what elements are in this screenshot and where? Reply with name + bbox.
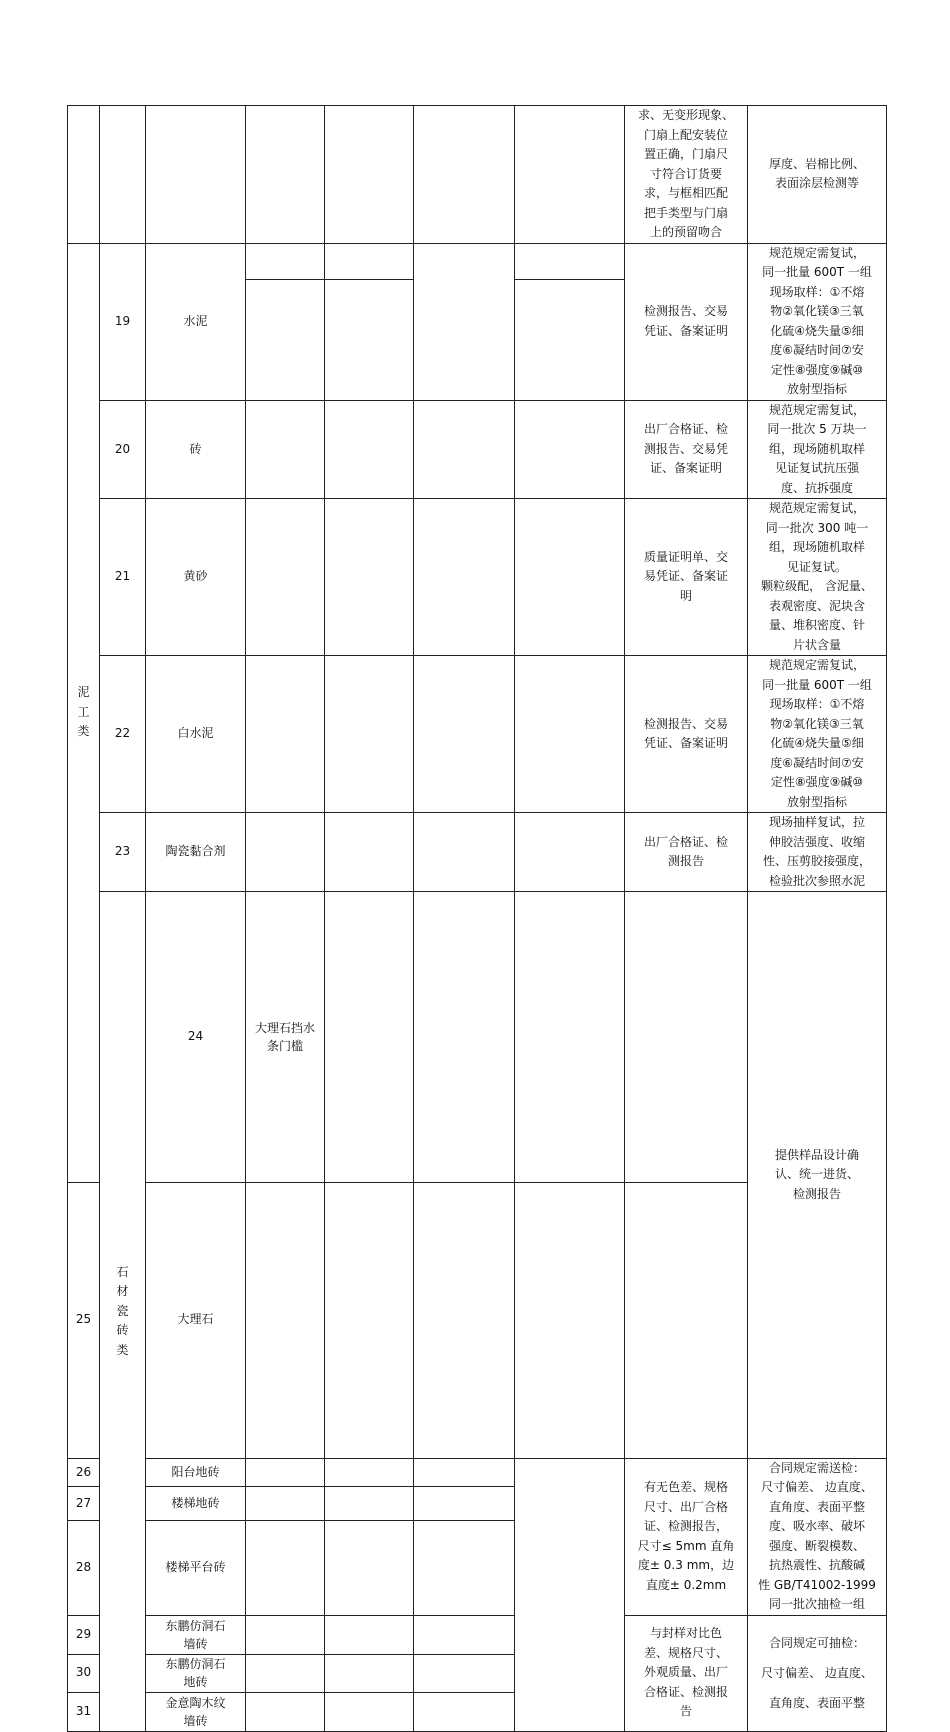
item-number (100, 106, 146, 244)
item-number: 19 (100, 243, 146, 400)
section-label-masonry: 泥 工 类 (68, 243, 100, 1182)
table-row (68, 892, 887, 1183)
table-row (68, 400, 887, 499)
table-row (68, 499, 887, 656)
documents-cell: 质量证明单、交 易凭证、备案证 明 (625, 499, 748, 656)
item-number: 29 (68, 1615, 100, 1654)
item-name: 大理石 (146, 1182, 246, 1458)
requirements-cell: 合同规定需送检： 尺寸偏差、 边直度、 直角度、表面平整 度、吸水率、破坏 强度、断裂模数、 抗热震性、抗酸碱 性 GB/T41002-1999 同一批次抽检一组 (748, 1458, 887, 1615)
item-number: 27 (68, 1487, 100, 1521)
item-number: 21 (100, 499, 146, 656)
documents-cell: 出厂合格证、检 测报告 (625, 813, 748, 892)
requirements-cell: 规范规定需复试， 同一批量 600T 一组 现场取样：①不熔 物②氧化镁③三氧 化硫④烧失量⑤细 度⑥凝结时间⑦安 定性⑧强度⑨碱⑩ 放射型指标 (748, 243, 887, 400)
table-row (68, 1615, 887, 1654)
item-name: 砖 (146, 400, 246, 499)
requirements-cell: 厚度、岩棉比例、 表面涂层检测等 (748, 106, 887, 244)
item-number: 30 (68, 1654, 100, 1692)
item-name: 楼梯平台砖 (146, 1521, 246, 1615)
item-number: 25 (68, 1182, 100, 1458)
documents-cell: 与封样对比色 差、规格尺寸、 外观质量、出厂 合格证、检测报 告 (625, 1615, 748, 1731)
table-row (68, 106, 887, 244)
item-name: 阳台地砖 (146, 1458, 246, 1487)
documents-cell: 出厂合格证、检 测报告、交易凭 证、备案证明 (625, 400, 748, 499)
materials-inspection-table (67, 105, 887, 1732)
item-number: 20 (100, 400, 146, 499)
item-name: 东鹏仿洞石 地砖 (146, 1654, 246, 1692)
documents-cell: 提供样品设计确 认、统一进货、 检测报告 (748, 892, 887, 1459)
item-number: 28 (68, 1521, 100, 1615)
requirements-cell: 现场抽样复试，拉 伸胶洁强度、收缩 性、压剪胶接强度， 检验批次参照水泥 (748, 813, 887, 892)
table-row (68, 813, 887, 892)
item-name: 黄砂 (146, 499, 246, 656)
requirements-cell: 规范规定需复试， 同一批量 600T 一组 现场取样：①不熔 物②氧化镁③三氧 化硫④烧失量⑤细 度⑥凝结时间⑦安 定性⑧强度⑨碱⑩ 放射型指标 (748, 656, 887, 813)
documents-cell: 检测报告、交易 凭证、备案证明 (625, 243, 748, 400)
item-number: 24 (146, 892, 246, 1183)
item-number: 23 (100, 813, 146, 892)
table-row (68, 1458, 887, 1487)
requirements-cell: 规范规定需复试， 同一批次 300 吨一 组，现场随机取样 见证复试。 颗粒级配， 含泥量、 表观密度、泥块含 量、堆积密度、针 片状含量 (748, 499, 887, 656)
documents-cell: 求、无变形现象、 门扇上配安装位 置正确，门扇尺 寸符合订货要 求，与框相匹配 把手类型与门扇 上的预留吻合 (625, 106, 748, 244)
item-number: 31 (68, 1692, 100, 1731)
documents-cell: 检测报告、交易 凭证、备案证明 (625, 656, 748, 813)
item-name: 楼梯地砖 (146, 1487, 246, 1521)
item-name: 水泥 (146, 243, 246, 400)
requirements-cell: 规范规定需复试， 同一批次 5 万块一 组，现场随机取样 见证复试抗压强 度、抗拆强度 (748, 400, 887, 499)
documents-cell: 有无色差、规格 尺寸、出厂合格 证、检测报告， 尺寸≤ 5mm 直角 度± 0.3 mm，边 直度± 0.2mm (625, 1458, 748, 1615)
item-name: 陶瓷黏合剂 (146, 813, 246, 892)
item-name: 东鹏仿洞石 墙砖 (146, 1615, 246, 1654)
item-number: 26 (68, 1458, 100, 1487)
item-name: 金意陶木纹 墙砖 (146, 1692, 246, 1731)
item-name: 大理石挡水 条门槛 (246, 892, 325, 1183)
section-label-stone-tile: 石 材 瓷 砖 类 (100, 892, 146, 1732)
item-name: 白水泥 (146, 656, 246, 813)
item-name (146, 106, 246, 244)
requirements-cell: 合同规定可抽检： 尺寸偏差、 边直度、 直角度、表面平整 (748, 1615, 887, 1731)
table-row (68, 656, 887, 813)
category-cell (68, 106, 100, 244)
item-number: 22 (100, 656, 146, 813)
table-row (68, 243, 887, 280)
